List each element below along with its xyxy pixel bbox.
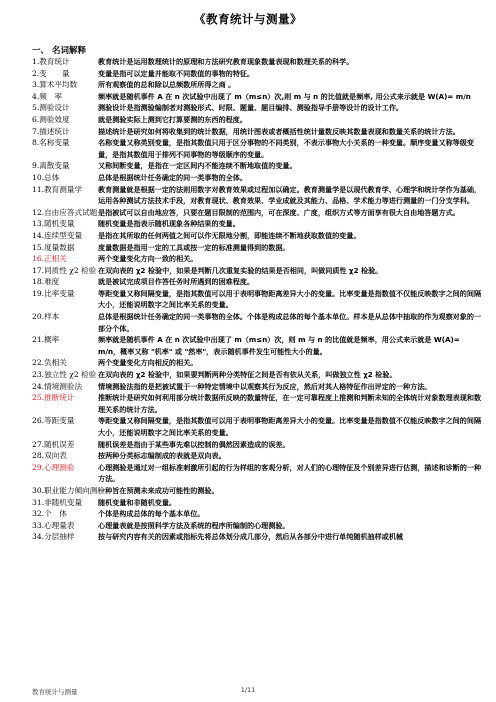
entry-term: 18.难度: [32, 277, 60, 287]
entry-definition: 是指在其所取的任何两值之间可以作无限地分割，即能连续不断地获取数值的变量。: [98, 230, 361, 240]
definition-entry: [32, 508, 482, 520]
entry-definition: 测验设计是指测验编制者对测验形式、时限、题量、题目编排、测验指导手册等设计的设计工作。: [98, 103, 404, 113]
entry-definition: 度量数据是指用一定的工具或按一定的标准测量得到的数据。: [98, 242, 290, 252]
entry-term: 10.总体: [32, 172, 60, 182]
entry-term: 29.心理测验: [32, 462, 75, 472]
entry-term: 22.负相关: [32, 358, 67, 368]
entry-definition: 情境测验法指的是把被试置于一种特定情境中以观察其行为反应，然后对其人格特征作出评定的一种方法。: [98, 381, 432, 391]
definition-entry: [32, 485, 482, 497]
entry-term: 31.非随机变量: [32, 497, 83, 507]
definition-entry: [32, 253, 482, 265]
definition-entry: [32, 450, 482, 462]
entry-term: 26.等距变量: [32, 416, 75, 426]
entry-definition: 一种旨在预测未来成功可能性的测验。: [98, 485, 219, 495]
definition-entry: [32, 357, 482, 369]
entry-definition: 频率就是随机事件 A 在 n 次试验中出现了 m（m≤n）次，则 m 与 n 的比值就是频率，用公式来示就是 W(A)= m/n，概率又称 "机率" 或 "然率"，表示随机事件发生可能性大小的量。: [98, 335, 460, 356]
entry-definition: 总体是根据统计任务确定的同一类事物的全体。个体是构成总体的每个基本单位。样本是从总体中抽取的作为观察对象的一部分个体。: [98, 312, 482, 333]
entry-term: 7.描述统计: [32, 126, 70, 136]
entry-definition: 就是测验实际上测到它打算要测的东西的程度。: [98, 114, 247, 124]
entry-term: 20.样本: [32, 312, 60, 322]
entry-definition: 是指被试可以自由地应答，只要在题目限制的范围内，可在深度、广度，组织方式等方面享有很大自由地答题方式。: [98, 207, 460, 217]
definition-entry: [32, 369, 482, 381]
definition-entry: [32, 184, 482, 207]
entry-definition: 等距变量又称间隔变量，是指其数值可以用于表明事物距离差异大小的变量。比率变量是指数值不仅能反映数字之间的间隔大小，还能说明数字之间比率关系的变量。: [98, 416, 482, 437]
entry-term: 1.教育统计: [32, 57, 70, 66]
entry-definition: 教育测量就是根据一定的法则用数字对教育效果或过程加以确定。教育测量学是以现代教育学、心理学和统计学作为基础，运用各种测试方法技术手段，对教育现状、教育效果、学业成就及其能力、品格、学术能力等进行测量的一门分支学科。: [98, 184, 482, 206]
entry-definition: 两个变量变化方向相反的相关。: [98, 358, 198, 368]
definition-entry: [32, 242, 482, 254]
entry-definition: 描述统计是研究如何将收集到的统计数据，用统计图表或者概括性统计量数反映其数量表现和数量关系的统计方法。: [98, 126, 460, 136]
entry-term: 28.双向表: [32, 451, 67, 461]
entry-term: 6.测验效度: [32, 114, 70, 124]
entry-definition: 频率就是随机事件 A 在 n 次试验中出现了 m（m≤n）次,则 m 与 n 的比值就是频率, 用公式来示就是 W(A)= m/n: [98, 91, 471, 101]
entry-term: 30.职业能力倾向测验: [32, 485, 105, 495]
entry-term: 13.随机变量: [32, 219, 75, 229]
entry-term: 25.推断统计: [32, 393, 75, 403]
definition-entry: [32, 288, 482, 311]
entry-term: 23.独立性 χ2 检验: [32, 370, 97, 380]
definition-entry: [32, 114, 482, 126]
entry-definition: 变量是指可以定量并能取不同数值的事物的特征。: [98, 68, 255, 78]
entry-definition: 个体是构成总体的每个基本单位。: [98, 509, 205, 519]
footer-doc-name: 教育统计与测量: [32, 688, 78, 696]
definition-entry: [32, 520, 482, 532]
definition-entry: [32, 137, 482, 160]
entry-definition: 按与研究内容有关的因素或指标先将总体划分成几部分，然后从各部分中进行单纯随机抽样或机械: [98, 532, 404, 542]
entry-definition: 又称间断变量，是指在一定区间内不能连续不断地取值的变量。: [98, 161, 297, 171]
entry-term: 17.同质性 χ2 检验: [32, 265, 97, 275]
definition-entry: [32, 415, 482, 438]
definition-entry: [32, 276, 482, 288]
entry-term: 21.概率: [32, 335, 60, 345]
entry-term: 33.心理量表: [32, 520, 75, 530]
entry-term: 32.个 体: [32, 509, 67, 519]
entry-term: 15.度量数据: [32, 242, 75, 252]
entry-definition: 总体是根据统计任务确定的同一类事物的全体。: [98, 172, 247, 182]
entry-term: 16.正相关: [32, 254, 67, 264]
entry-definition: 心理量表就是按照科学方法及系统的程序所编制的心理测验。: [98, 520, 290, 530]
definition-entry: [32, 392, 482, 415]
entry-definition: 所有观察值的总和除以总频数所所得之商 。: [98, 80, 236, 90]
definition-entry: [32, 56, 482, 68]
definition-entry: [32, 497, 482, 509]
entry-definition: 心理测验是通过对一组标准刺激所引起的行为样组的客观分析，对人们的心理特征及个别差异进行估测，描述和诊断的一种方法。: [98, 462, 482, 484]
entry-term: 11.教育测量学: [32, 184, 83, 194]
definition-entry: [32, 102, 482, 114]
definition-entry: [32, 79, 482, 91]
entry-term: 14.连续型变量: [32, 230, 83, 240]
entry-definition: 就是被试完成项目作答任务时所遇到的困难程度。: [98, 277, 255, 287]
entry-term: 24.情境测验法: [32, 381, 83, 391]
definition-list: [32, 56, 482, 543]
definition-entry: [32, 207, 482, 219]
definition-entry: [32, 439, 482, 451]
entry-definition: 在双向表的 χ2 检验中，如果要判断两种分类特征之间是否有依从关系，叫做独立性 χ2 检验。: [98, 370, 397, 380]
definition-entry: [32, 265, 482, 277]
section-heading: 一、 名词解释: [32, 46, 86, 56]
entry-definition: 按两种分类标志编制成的表就是双向表。: [98, 451, 226, 461]
definition-entry: [32, 531, 482, 543]
entry-definition: 两个变量变化方向一致的相关。: [98, 254, 198, 264]
entry-term: 27.随机误差: [32, 439, 75, 449]
entry-term: 19.比率变量: [32, 288, 75, 298]
entry-definition: 推断统计是研究如何利用部分统计数据所反映的数量特征，在一定可靠程度上推测和判断未知的全体统计对象数理表现和数理关系的统计方法。: [98, 393, 482, 414]
definition-entry: [32, 218, 482, 230]
entry-definition: 随机变量是指表示随机现象各种结果的变量。: [98, 219, 240, 229]
entry-term: 34.分层抽样: [32, 532, 75, 542]
definition-entry: [32, 126, 482, 138]
page-number: 1/11: [240, 686, 256, 694]
entry-term: 8.名称变量: [32, 138, 70, 148]
document-title: 《教育统计与测量》: [194, 12, 302, 26]
definition-entry: [32, 160, 482, 172]
entry-definition: 随机误差是指由于某些事先难以控制的偶然因素造成的误差。: [98, 439, 290, 449]
definition-entry: [32, 230, 482, 242]
entry-definition: 等距变量又称间隔变量，是指其数值可以用于表明事物距离差异大小的变量。比率变量是指数值不仅能反映数字之间的间隔大小，还能说明数字之间比率关系的变量。: [98, 288, 482, 310]
entry-definition: 教育统计是运用数理统计的原理和方法研究教育现象数量表现和数理关系的科学。: [98, 57, 354, 66]
definition-entry: [32, 311, 482, 334]
entry-definition: 在双向表的 χ2 检验中，如果是判断几次重复实验的结果是否相同，叫做同质性 χ2 检验。: [98, 265, 383, 275]
definition-entry: [32, 462, 482, 485]
definition-entry: [32, 91, 482, 103]
definition-entry: [32, 172, 482, 184]
entry-definition: 名称变量又称类别变量，是指其数值只用于区分事物的不同类别，不表示事物大小关系的一种变量。顺序变量又称等级变量，是指其数值用于排列不同事物的等级顺序的变量。: [98, 138, 474, 159]
definition-entry: [32, 334, 482, 357]
definition-entry: [32, 68, 482, 80]
entry-definition: 随机变量和非随机变量。: [98, 497, 177, 507]
entry-term: 12.自由应答式试题: [32, 207, 98, 217]
entry-term: 2.变 量: [32, 68, 70, 78]
entry-term: 4.频 率: [32, 91, 63, 101]
entry-term: 3.算术平均数: [32, 80, 78, 90]
entry-term: 9.离散变量: [32, 161, 70, 171]
definition-entry: [32, 381, 482, 393]
entry-term: 5.测验设计: [32, 103, 70, 113]
